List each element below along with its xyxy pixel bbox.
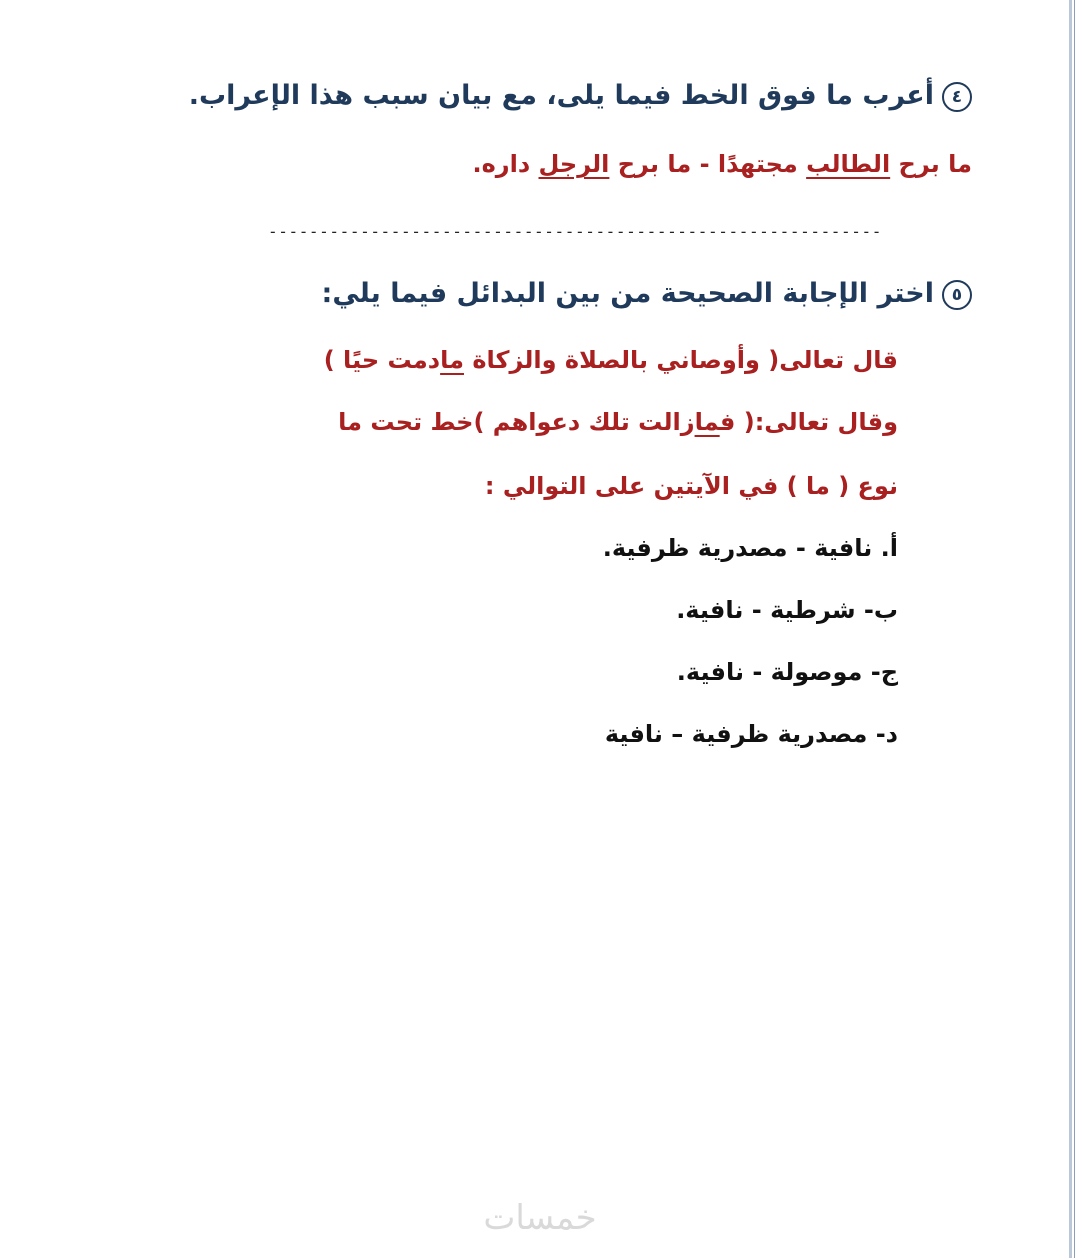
option-a: أ. نافية - مصدرية ظرفية. bbox=[602, 534, 898, 562]
underlined-word-talib: الطالب bbox=[806, 150, 891, 178]
verse-2-text-a: وقال تعالى:( ف bbox=[719, 408, 898, 436]
verse-1-text-a: قال تعالى( وأوصاني بالصلاة والزكاة bbox=[463, 346, 898, 374]
circled-number-4: ٤ bbox=[942, 82, 972, 112]
watermark-logo: خمسات bbox=[483, 1198, 597, 1238]
sentence-part-3: داره. bbox=[472, 150, 539, 178]
question-4-title bbox=[189, 80, 972, 112]
choice-question: نوع ( ما ) في الآيتين على التوالي : bbox=[484, 472, 898, 500]
page-edge-line bbox=[1074, 0, 1075, 1258]
question-5-title bbox=[322, 278, 972, 310]
option-b: ب- شرطية - نافية. bbox=[676, 596, 898, 624]
option-d: د- مصدرية ظرفية – نافية bbox=[604, 720, 898, 748]
example-sentence bbox=[473, 150, 973, 178]
verse-2 bbox=[338, 408, 898, 436]
separator-line: ------------------------------------------------------------ bbox=[268, 222, 882, 241]
underlined-word-rajul: الرجل bbox=[538, 150, 610, 178]
circled-number-5: ٥ bbox=[942, 280, 972, 310]
verse-1-text-b: دمت حيًا ) bbox=[323, 346, 441, 374]
verse-2-text-b: زالت تلك دعواهم )خط تحت ما bbox=[338, 408, 695, 436]
question-4-text: أعرب ما فوق الخط فيما يلى، مع بيان سبب هذا الإعراب. bbox=[188, 80, 934, 111]
sentence-part-2: مجتهدًا - ما برح bbox=[609, 150, 807, 178]
verse-2-underlined-ma: ما bbox=[694, 408, 720, 436]
verse-1 bbox=[324, 346, 898, 374]
sentence-part-1: ما برح bbox=[890, 150, 972, 178]
question-5-text: اختر الإجابة الصحيحة من بين البدائل فيما يلي: bbox=[321, 278, 934, 309]
option-c: ج- موصولة - نافية. bbox=[676, 658, 898, 686]
verse-1-underlined-ma: ما bbox=[440, 346, 464, 374]
page-edge bbox=[1069, 0, 1072, 1258]
